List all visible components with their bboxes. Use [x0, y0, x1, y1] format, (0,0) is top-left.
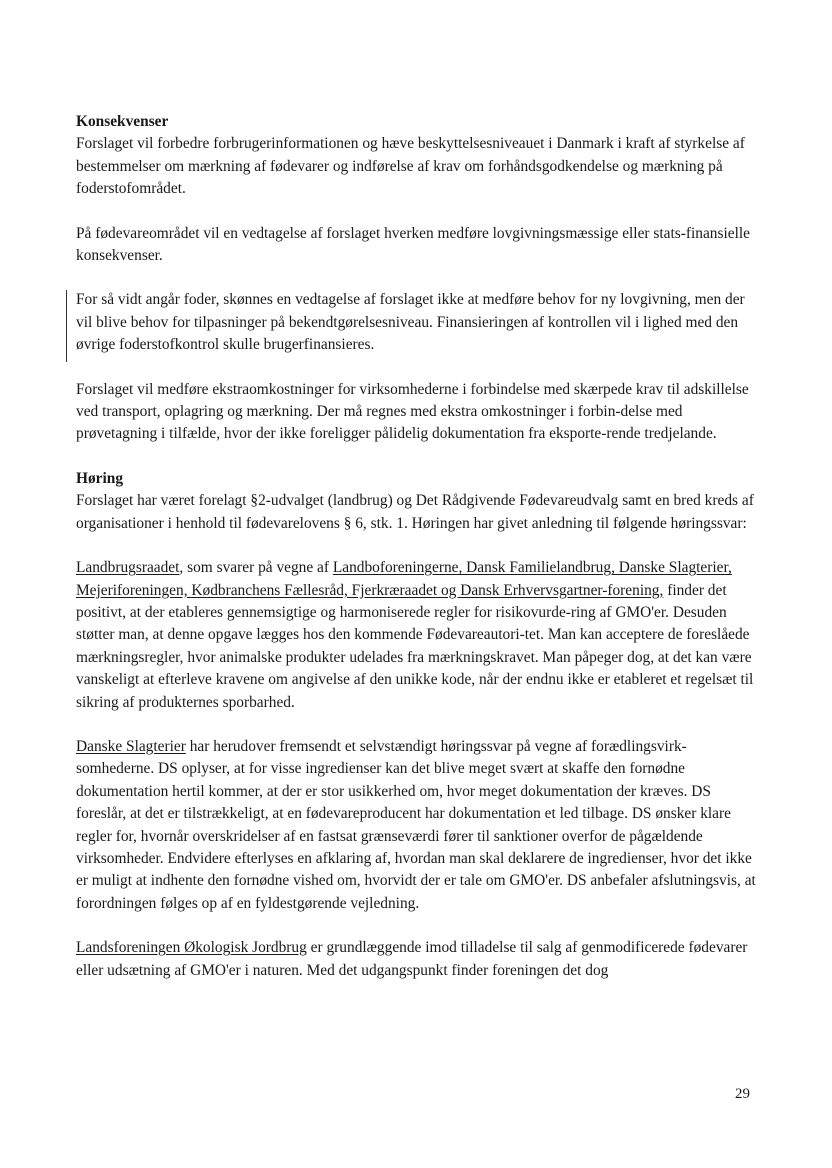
konsekvenser-heading: Konsekvenser [76, 113, 169, 130]
change-bar [66, 290, 67, 362]
konsekvenser-paragraph-2: På fødevareområdet vil en vedtagelse af forslaget hverken medføre lovgivningsmæssige eller stats-finansielle konsekvenser. [76, 224, 750, 265]
page-number: 29 [735, 1086, 750, 1102]
horing-paragraph-1: Forslaget har været forelagt §2-udvalget (landbrug) og Det Rådgivende Fødevareudvalg samt en bred kreds af organisationer i henhold til fødevarelovens § 6, stk. 1. Høringen har givet anledning til følgende høringssvar: [76, 492, 754, 532]
org-danske-slagterier: Danske Slagterier [76, 737, 186, 755]
horing-p2-text-2: finder det positivt, at der etableres gennemsigtige og harmoniserede regler for risikovurde-ring af GMO'er. Desuden støtter man, at denne opgave lægges hos den kommende Fødevareautori-tet. Man kan acceptere de foreslåede mærkningsregler, hvor animalske produkter udelades fra mærkningskravet. Man påpeger dog, at det kan være vanskeligt at efterleve kravene om angivelse af den unikke kode, når der endnu ikke er etableret et regelsæt til sikring af produkternes sporbarhed. [76, 581, 754, 711]
horing-heading: Høring [76, 469, 124, 487]
horing-paragraph-4 [76, 937, 756, 982]
horing-paragraph-3 [76, 736, 756, 915]
horing-p2-text-1: , som svarer på vegne af [179, 559, 333, 577]
konsekvenser-paragraph-3: For så vidt angår foder, skønnes en vedtagelse af forslaget ikke at medføre behov for ny lovgivning, men der vil blive behov for tilpasninger på bekendtgørelsesniveau. Finansieringen af kontrollen vil i lighed med den øvrige foderstofkontrol skulle brugerfinansieres. [76, 291, 745, 354]
horing-p4-text: er grundlæggende imod tilladelse til salg af genmodificerede fødevarer eller udsætning af GMO'er i naturen. Med det udgangspunkt finder foreningen det dog [76, 939, 748, 979]
konsekvenser-paragraph-4: Forslaget vil medføre ekstraomkostninger for virksomhederne i forbindelse med skærpede krav til adskillelse ved transport, oplagring og mærkning. Der må regnes med ekstra omkostninger i forbin-delse med prøvetagning i tilfælde, hvor der ikke foreligger pålidelig dokumentation fra eksporte-rende tredjelande. [76, 380, 749, 443]
page-body [76, 111, 756, 982]
konsekvenser-paragraph-1: Forslaget vil forbedre forbrugerinformationen og hæve beskyttelsesniveauet i Danmark i kraft af styrkelse af bestemmelser om mærkning af fødevarer og indførelse af krav om forhåndsgodkendelse og mærkning på foderstofområdet. [76, 135, 745, 198]
org-landsforeningen: Landsforeningen Økologisk Jordbrug [76, 939, 307, 957]
org-landbrugsraadet: Landbrugsraadet [76, 559, 180, 577]
horing-paragraph-2 [76, 557, 756, 714]
horing-p3-text: har herudover fremsendt et selvstændigt høringssvar på vegne af forædlingsvirk-somhederne. DS oplyser, at for visse ingredienser kan det blive meget svært at skaffe den fornødne dokumentation hertil kommer, at der er stor usikkerhed om, hvor meget dokumentation der kræves. DS foreslår, at det er tilstrækkeligt, at en fødevareproducent har dokumentation et led tilbage. DS ønsker klare regler for, hvornår overskridelser af en fastsat grænseværdi fører til sanktioner overfor de pågældende virksomheder. Endvidere efterlyses en afklaring af, hvordan man skal deklarere de ingredienser, hvor det ikke er muligt at indhente den fornødne vished om, hvorvidt der er tale om GMO'er. DS anbefaler afslutningsvis, at forordningen følges op af en fyldestgørende vejledning. [76, 737, 756, 912]
org-list: Landboforeningerne, Dansk Familielandbrug, Danske Slagterier, Mejeriforeningen, Kødbranchens Fællesråd, Fjerkræraadet og Dansk Erhvervsgartner-forening, [76, 559, 732, 599]
